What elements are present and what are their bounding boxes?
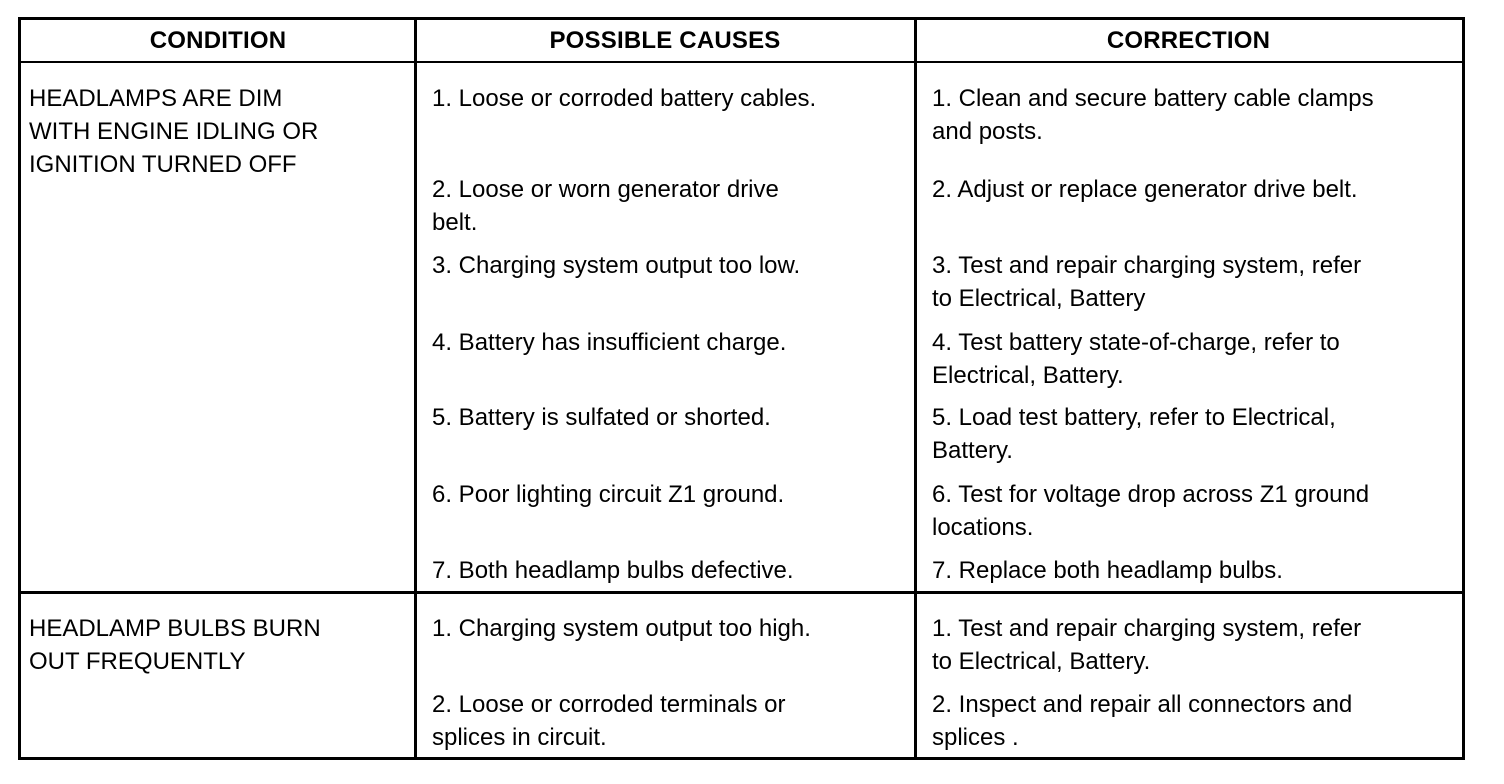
condition-line: HEADLAMPS ARE DIM [29, 85, 283, 112]
cause-cell [432, 478, 784, 511]
correction-cell [932, 478, 1369, 544]
correction-line: locations. [932, 514, 1034, 541]
cause-line: 2. Loose or worn generator drive [432, 176, 779, 203]
correction-cell [932, 326, 1340, 392]
correction-line: 5. Load test battery, refer to Electrical, [932, 404, 1336, 431]
correction-cell [932, 554, 1283, 587]
cause-line: 2. Loose or corroded terminals or [432, 691, 786, 718]
condition-line: HEADLAMP BULBS BURN [29, 615, 321, 642]
cause-cell [432, 554, 794, 587]
diagnosis-table [18, 17, 1465, 760]
correction-cell [932, 173, 1358, 206]
correction-line: Electrical, Battery. [932, 362, 1124, 389]
cause-line: 1. Loose or corroded battery cables. [432, 85, 817, 112]
correction-line: 4. Test battery state-of-charge, refer to [932, 329, 1340, 356]
correction-cell [932, 688, 1352, 754]
column-divider [414, 20, 417, 757]
correction-line: 6. Test for voltage drop across Z1 ground [932, 481, 1370, 508]
condition-line: OUT FREQUENTLY [29, 648, 246, 675]
condition-cell [29, 82, 318, 181]
condition-line: WITH ENGINE IDLING OR [29, 118, 319, 145]
cause-cell [432, 249, 800, 282]
condition-line: IGNITION TURNED OFF [29, 151, 297, 178]
cause-line: belt. [432, 209, 478, 236]
correction-cell [932, 612, 1361, 678]
correction-cell [932, 401, 1336, 467]
correction-line: to Electrical, Battery [932, 285, 1146, 312]
correction-line: to Electrical, Battery. [932, 648, 1151, 675]
correction-cell [932, 249, 1361, 315]
cause-cell [432, 82, 816, 115]
header-possible-causes: POSSIBLE CAUSES [415, 20, 915, 63]
header-correction: CORRECTION [915, 20, 1462, 63]
header-condition: CONDITION [21, 20, 415, 63]
cause-line: 4. Battery has insufficient charge. [432, 329, 787, 356]
cause-cell [432, 688, 786, 754]
column-divider [914, 20, 917, 757]
cause-cell [432, 326, 786, 359]
correction-line: and posts. [932, 118, 1043, 145]
correction-line: 2. Inspect and repair all connectors and [932, 691, 1353, 718]
correction-line: 7. Replace both headlamp bulbs. [932, 557, 1283, 584]
correction-cell [932, 82, 1374, 148]
correction-line: 3. Test and repair charging system, refer [932, 252, 1362, 279]
cause-cell [432, 401, 771, 434]
cause-cell [432, 173, 779, 239]
correction-line: 1. Test and repair charging system, refer [932, 615, 1362, 642]
correction-line: 1. Clean and secure battery cable clamps [932, 85, 1374, 112]
condition-cell [29, 612, 321, 678]
cause-line: splices in circuit. [432, 724, 607, 751]
correction-line: 2. Adjust or replace generator drive belt. [932, 176, 1358, 203]
cause-line: 1. Charging system output too high. [432, 615, 811, 642]
cause-line: 7. Both headlamp bulbs defective. [432, 557, 794, 584]
correction-line: Battery. [932, 437, 1013, 464]
cause-cell [432, 612, 811, 645]
correction-line: splices . [932, 724, 1019, 751]
cause-line: 5. Battery is sulfated or shorted. [432, 404, 771, 431]
cause-line: 3. Charging system output too low. [432, 252, 801, 279]
row-group-divider [21, 591, 1462, 594]
cause-line: 6. Poor lighting circuit Z1 ground. [432, 481, 785, 508]
